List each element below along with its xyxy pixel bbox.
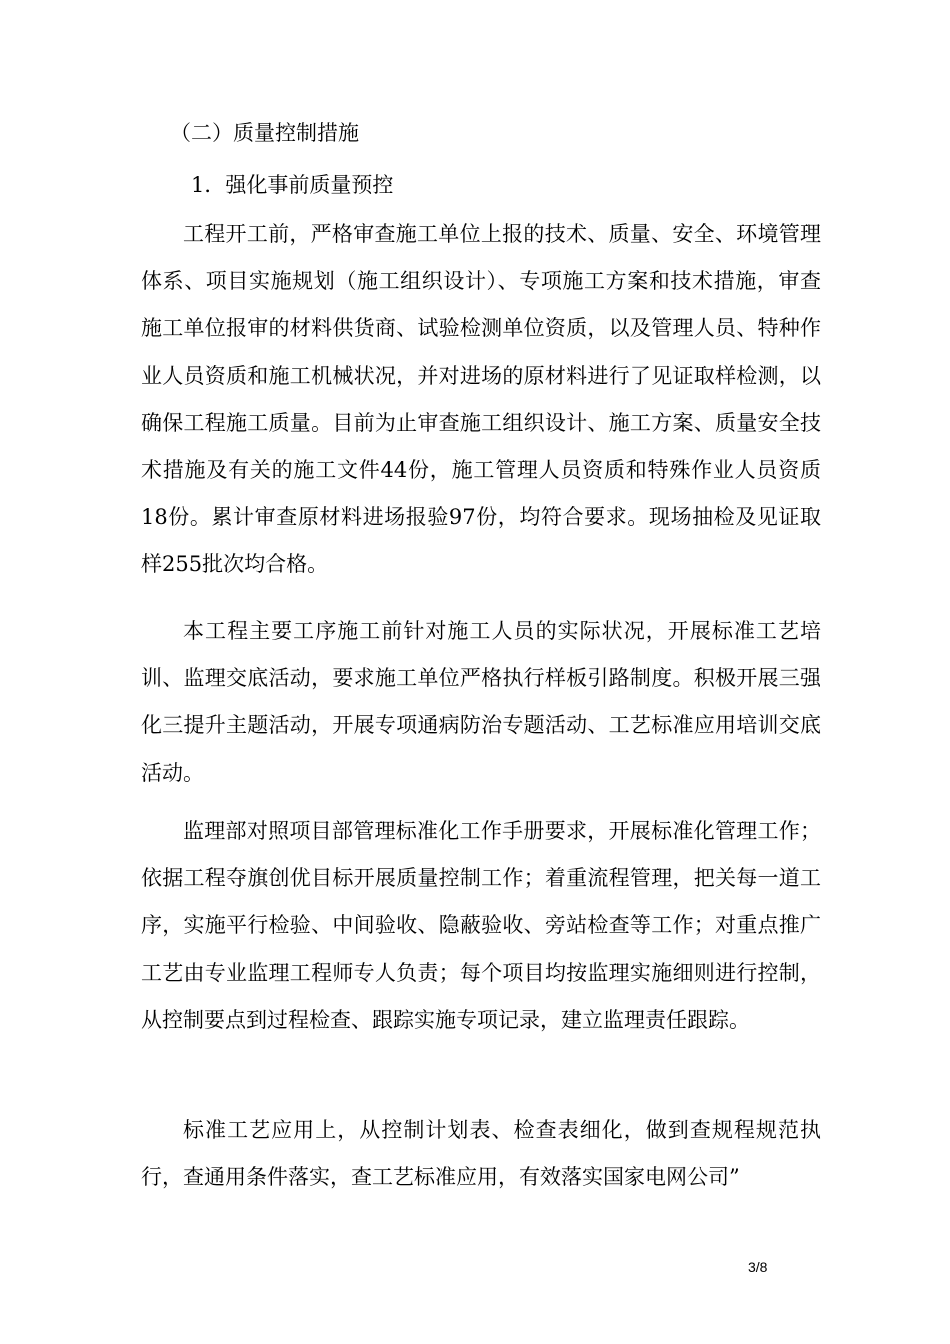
section-heading: （二）质量控制措施 <box>170 121 359 145</box>
paragraph: 标准工艺应用上，从控制计划表、检查表细化，做到查规程规范执行，查通用条件落实，查工艺标准应用，有效落实国家电网公司” <box>141 1118 821 1190</box>
paragraph: 工程开工前，严格审查施工单位上报的技术、质量、安全、环境管理体系、项目实施规划（施工组织设计）、专项施工方案和技术措施，审查施工单位报审的材料供货商、试验检测单位资质，以及管理人员、特种作业人员资质和施工机械状况，并对进场的原材料进行了见证取样检测，以确保工程施工质量。目前为止审查施工组织设计、施工方案、质量安全技术措施及有关的施工文件44份，施工管理人员资质和特殊作业人员资质18份。累计审查原材料进场报验97份，均符合要求。现场抽检及见证取样255批次均合格。 <box>141 222 821 577</box>
subsection-heading: 1．强化事前质量预控 <box>191 173 394 197</box>
paragraph: 本工程主要工序施工前针对施工人员的实际状况，开展标准工艺培训、监理交底活动，要求施工单位严格执行样板引路制度。积极开展三强化三提升主题活动，开展专项通病防治专题活动、工艺标准应用培训交底活动。 <box>141 619 821 785</box>
page-number: 3/8 <box>748 1259 768 1275</box>
paragraph: 监理部对照项目部管理标准化工作手册要求，开展标准化管理工作；依据工程夺旗创优目标开展质量控制工作；着重流程管理，把关每一道工序，实施平行检验、中间验收、隐蔽验收、旁站检查等工作；对重点推广工艺由专业监理工程师专人负责；每个项目均按监理实施细则进行控制，从控制要点到过程检查、跟踪实施专项记录，建立监理责任跟踪。 <box>141 819 821 1032</box>
